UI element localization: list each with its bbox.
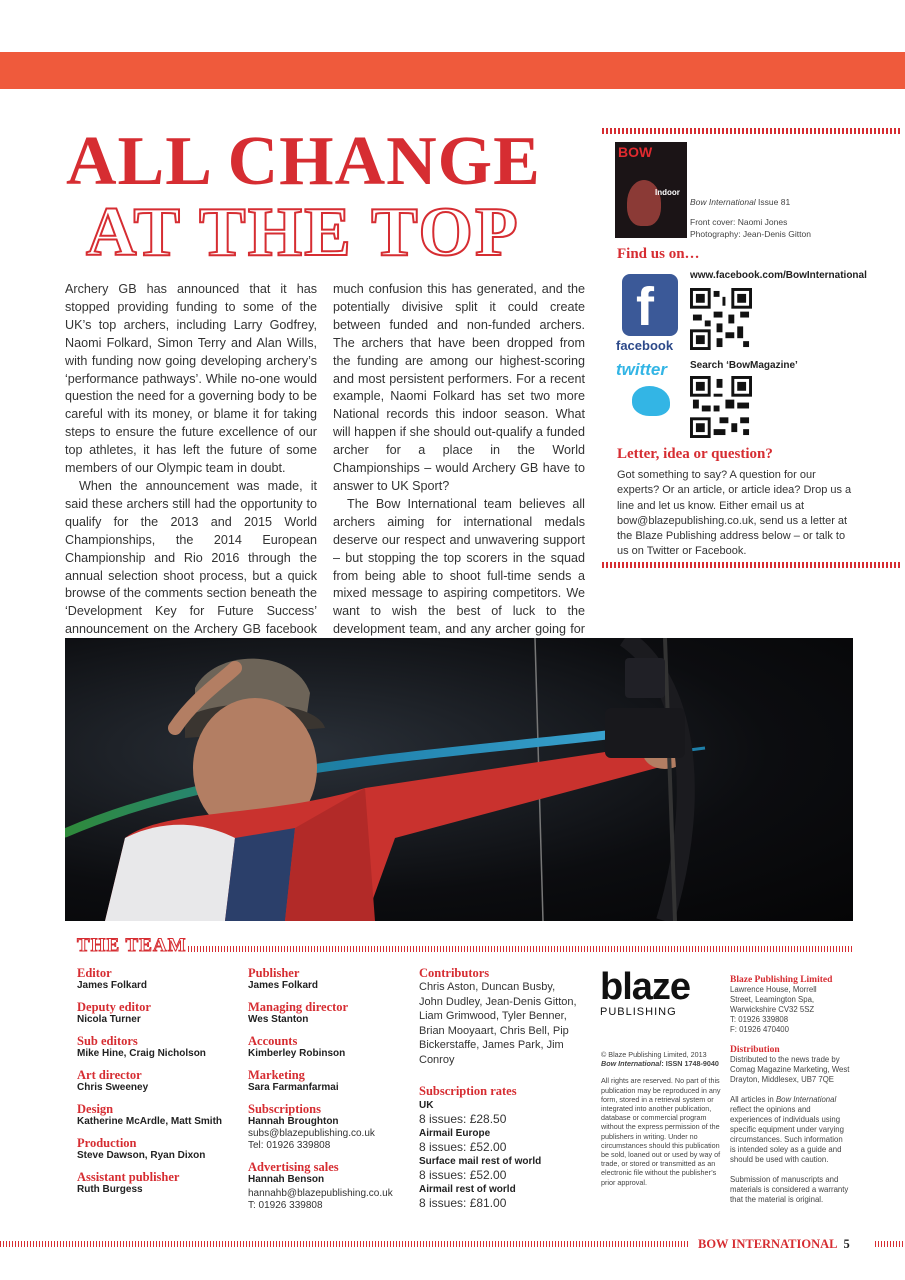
company-heading: Blaze Publishing Limited (730, 975, 833, 985)
rate-value: 8 issues: £52.00 (419, 1140, 507, 1154)
archer-photo (65, 638, 853, 921)
staff-name: Kimberley Robinson (248, 1048, 346, 1059)
staff-role: Sub editors (77, 1034, 138, 1048)
staff-column-1 (77, 966, 237, 1204)
page-footer (698, 1237, 850, 1252)
facebook-url[interactable]: www.facebook.com/BowInternational (690, 270, 867, 281)
staff-role: Art director (77, 1068, 142, 1082)
staff-name: Mike Hine, Craig Nicholson (77, 1048, 206, 1059)
rate-label: Surface mail rest of world (419, 1156, 542, 1167)
staff-role: Managing director (248, 1000, 349, 1014)
facebook-logo[interactable] (616, 274, 684, 354)
paragraph: much confusion this has generated, and the potentially divisive split it could create between funded and non-funded archers. The archers that have been dropped from the funding are among our highest-scoring and most persistent performers. For a recent example, Naomi Folkard has set two more National records this indoor season. What will happen if she should out-qualify a funded archer for a place in the World Championships – would Archery GB have to answer to UK Sport? (333, 282, 585, 493)
issn-title: Bow International (601, 1059, 662, 1069)
blaze-publishing-logo (600, 968, 690, 1018)
staff-name: James Folkard (248, 980, 319, 991)
staff-role: Accounts (248, 1034, 298, 1048)
team-dotted-rule (188, 946, 853, 952)
staff-column-2 (248, 966, 408, 1212)
rate-label: Airmail rest of world (419, 1184, 516, 1195)
headline-line2: AT THE TOP (86, 194, 520, 271)
copyright-line: © Blaze Publishing Limited, 2013 (601, 1050, 707, 1059)
rate-label: UK (419, 1100, 434, 1111)
team-heading: THE TEAM (77, 935, 187, 956)
facebook-qr-code-icon[interactable] (690, 288, 752, 350)
paragraph: When the announcement was made, it said these archers still had the opportunity to qualify for the 2013 and 2015 World Championships, the 2014 European Championship and Rio 2016 through the annual selection shoot process, but a quick browse of the comments section beneath the ‘Development Key for Future Success’ announcement on the Archery GB facebook (65, 478, 317, 637)
rate-row (419, 1183, 579, 1211)
issn-number: : ISSN 1748-9040 (661, 1059, 719, 1069)
twitter-logo[interactable] (616, 360, 686, 430)
staff-role: Editor (77, 966, 112, 980)
paragraph: Archery GB has announced that it has stopped providing funding to some of the UK’s top archers, including Larry Godfrey, Naomi Folkard, Simon Terry and Alan Wills, with funding now going developing archery’s ‘performance pathways’. While no-one would question the need for a governing body to be careful with its money, or blame it for taking steps to ensure the future excellence of our top athletes, it has left the future of some members of our Olympic team in doubt. (65, 282, 317, 476)
advertising-phone: T: 01926 339808 (248, 1200, 323, 1211)
rights-statement: All rights are reserved. No part of this publication may be reproduced in any form, stored in a retrieval system or integrated into another publication, database or commercial program without the express permission of the publishers in writing. Under no circumstances should this publication be sold, loaned out or used by way of trade, or stored or transmitted as an electronic file without the publisher’s prior approval. (601, 1076, 721, 1187)
subscriptions-phone: Tel: 01926 339808 (248, 1140, 331, 1151)
address-line: Lawrence House, Morrell (730, 985, 817, 994)
page-number: 5 (843, 1237, 850, 1251)
staff-name: Nicola Turner (77, 1014, 141, 1025)
issue-info (690, 196, 811, 240)
twitter-bird-icon (632, 386, 670, 416)
address-line: Warwickshire CV32 5SZ (730, 1005, 815, 1014)
paragraph: The Bow International team believes all archers aiming for international medals deserve our respect and unwavering support – but stopping the top scorers in the squad from being able to shoot full-time sends a mixed message to aspiring competitors. We want to wish the best of luck to the development team, and any archer going for (333, 496, 585, 637)
distribution-heading: Distribution (730, 1045, 780, 1055)
photo-credit: Photography: Jean-Denis Gitton (690, 229, 811, 239)
contributors-list: Chris Aston, Duncan Busby, John Dudley, Jean-Denis Gitton, Liam Grimwood, Tyler Benner, Brian Mooyaart, Chris Bell, Pip Bickerstaffe, James Park, Jim Conroy (419, 981, 577, 1066)
facebook-f-icon: f (636, 277, 654, 337)
staff-name: Sara Farmanfarmai (248, 1082, 339, 1093)
staff-name: Wes Stanton (248, 1014, 309, 1025)
company-address-block (730, 975, 850, 1205)
subscriptions-role: Subscriptions (248, 1102, 321, 1116)
twitter-qr-code-icon[interactable] (690, 376, 752, 438)
submission-note: Submission of manuscripts and materials is considered a warranty that the material is original. (730, 1175, 849, 1204)
article-column-1 (65, 281, 317, 657)
magazine-cover-thumbnail (615, 142, 687, 238)
subscriptions-email[interactable]: subs@blazepublishing.co.uk (248, 1128, 375, 1139)
subscription-rates-heading: Subscription rates (419, 1084, 517, 1098)
staff-name: Ruth Burgess (77, 1184, 143, 1195)
rate-label: Airmail Europe (419, 1128, 491, 1139)
logo-wordmark: blaze (600, 966, 691, 1008)
cover-photo-figure (627, 180, 661, 226)
fax-line: F: 01926 470400 (730, 1025, 789, 1034)
issue-number: Issue 81 (755, 197, 791, 207)
distribution-text: Distributed to the news trade by Comag Magazine Marketing, West Drayton, Middlesex, UB7 7QE (730, 1055, 850, 1084)
address-line: Street, Leamington Spa, (730, 995, 815, 1004)
archer-illustration (65, 638, 853, 921)
sidebar-box (602, 128, 902, 568)
twitter-search: Search ‘BowMagazine’ (690, 360, 798, 371)
staff-role: Deputy editor (77, 1000, 151, 1014)
footer-dotted-rule-right (875, 1241, 905, 1247)
staff-name: Steve Dawson, Ryan Dixon (77, 1150, 206, 1161)
staff-role: Production (77, 1136, 137, 1150)
subscriptions-name: Hannah Broughton (248, 1116, 339, 1127)
staff-name: Chris Sweeney (77, 1082, 149, 1093)
staff-name: James Folkard (77, 980, 148, 991)
advertising-name: Hannah Benson (248, 1174, 325, 1185)
headline-line1: ALL CHANGE (66, 123, 541, 200)
sidebar-top-rule (602, 128, 902, 134)
staff-role: Marketing (248, 1068, 305, 1082)
rate-row (419, 1127, 579, 1155)
find-us-heading: Find us on… (617, 246, 700, 262)
rate-value: 8 issues: £28.50 (419, 1112, 507, 1126)
cover-title: BOW (618, 144, 653, 160)
cover-credit: Front cover: Naomi Jones (690, 217, 788, 227)
twitter-wordmark: twitter (616, 360, 667, 379)
phone-line: T: 01926 339808 (730, 1015, 789, 1024)
footer-magazine-name: BOW INTERNATIONAL (698, 1237, 838, 1251)
issue-name: Bow International (690, 197, 756, 207)
letter-heading: Letter, idea or question? (617, 446, 773, 462)
facebook-wordmark: facebook (616, 338, 674, 353)
cover-subhead: Indoor (655, 188, 680, 197)
advertising-email[interactable]: hannahb@blazepublishing.co.uk (248, 1188, 393, 1199)
staff-role: Assistant publisher (77, 1170, 180, 1184)
copyright-block (601, 1050, 721, 1187)
contributors-heading: Contributors (419, 966, 490, 980)
top-color-bar (0, 52, 905, 89)
advertising-role: Advertising sales (248, 1160, 339, 1174)
footer-dotted-rule (0, 1241, 690, 1247)
letter-body: Got something to say? A question for our experts? Or an article, or article idea? Drop us a line and let us know. Either email us at bow@blazepublishing.co.uk, send us a letter at the Blaze Publishing address below – or talk to us on Twitter or Facebook. (617, 469, 852, 558)
rate-row (419, 1155, 579, 1183)
staff-role: Design (77, 1102, 114, 1116)
rate-row (419, 1099, 579, 1127)
article-column-2 (333, 281, 585, 675)
rate-value: 8 issues: £81.00 (419, 1196, 507, 1210)
sidebar-bottom-rule (602, 562, 902, 568)
logo-subtitle: PUBLISHING (600, 1006, 677, 1018)
staff-role: Publisher (248, 966, 300, 980)
articles-disclaimer: All articles in Bow International reflect the opinions and experiences of individuals using specific equipment under varying circumstances. Such information is intended soley as a guide and should be used with caution. (730, 1095, 844, 1164)
contributors-block (419, 966, 579, 1211)
rate-value: 8 issues: £52.00 (419, 1168, 507, 1182)
staff-name: Katherine McArdle, Matt Smith (77, 1116, 223, 1127)
